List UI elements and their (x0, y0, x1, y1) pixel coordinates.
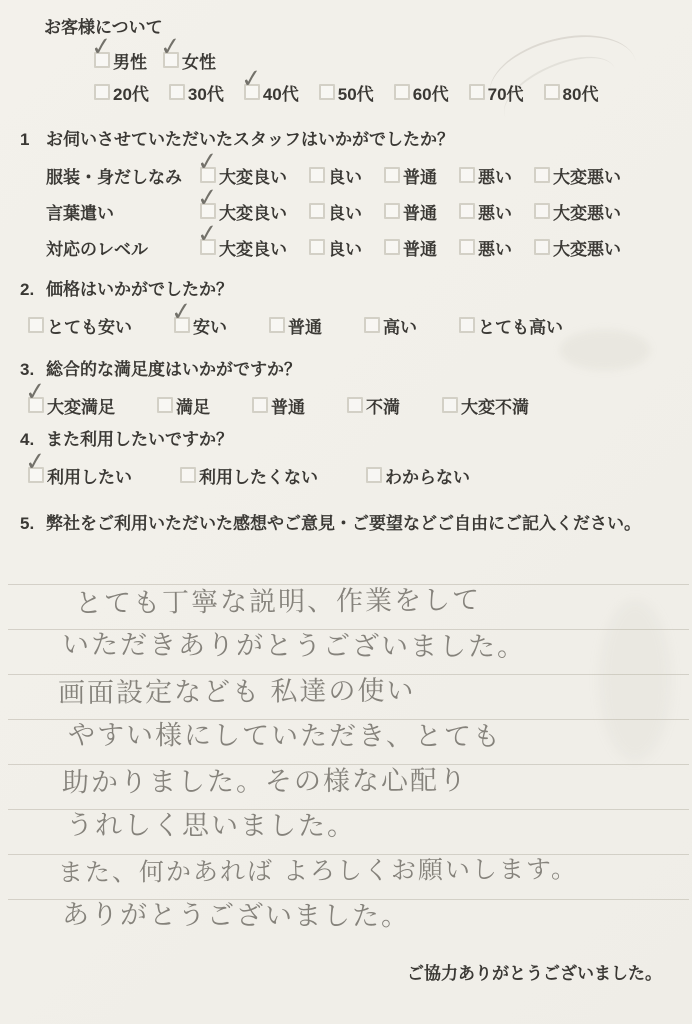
handwritten-comment (8, 579, 689, 939)
question-text: 弊社をご利用いただいた感想やご意見・ご要望などご自由にご記入ください。 (46, 514, 641, 533)
option-label: 良い (328, 239, 362, 259)
checkmark-icon: ✓ (23, 446, 48, 477)
option-label: 良い (328, 203, 362, 223)
checkbox[interactable] (169, 84, 185, 100)
checkmark-icon: ✓ (195, 146, 220, 177)
checkbox-option[interactable] (23, 376, 115, 418)
question-3-options (23, 376, 692, 418)
handwritten-line: また、何かあれば よろしくお願いします。 (57, 855, 579, 888)
option-label: 利用したい (47, 467, 132, 487)
question-2-heading (0, 278, 692, 302)
gender-options-row (89, 31, 692, 72)
option-label: 安い (193, 317, 227, 337)
rating-row-appearance (46, 146, 692, 188)
option-label: 60代 (412, 84, 449, 104)
option-label: 良い (328, 167, 362, 187)
question-5-heading (0, 512, 692, 536)
checkbox-option-male[interactable] (89, 31, 147, 73)
rating-row-label: 服装・身だしなみ (46, 167, 182, 187)
checkbox-option[interactable] (534, 235, 621, 260)
question-number: 3. (20, 360, 35, 379)
checkbox[interactable] (94, 84, 110, 100)
checkbox[interactable] (544, 84, 560, 100)
option-label: 不満 (366, 397, 400, 417)
checkbox[interactable] (534, 239, 550, 255)
checkbox[interactable] (384, 203, 400, 219)
option-label: 50代 (337, 84, 374, 104)
checkbox[interactable] (366, 467, 382, 483)
option-label: 大変良い (219, 167, 287, 187)
checkbox-option-age-20s[interactable] (94, 80, 149, 105)
handwritten-line: ありがとうございました。 (61, 899, 411, 932)
checkbox[interactable] (252, 397, 268, 413)
handwritten-line: 画面設定なども 私達の使い (57, 675, 416, 709)
checkbox[interactable] (534, 203, 550, 219)
checkbox[interactable] (28, 317, 44, 333)
thanks-message: ご協力ありがとうございました。 (407, 964, 662, 983)
option-label: 悪い (478, 167, 512, 187)
checkmark-icon: ✓ (239, 63, 264, 94)
handwritten-line: うれしく思いました。 (65, 810, 357, 842)
option-label: 80代 (562, 84, 599, 104)
checkbox-option[interactable] (459, 235, 512, 260)
checkbox-option[interactable] (23, 446, 132, 488)
rating-row-label: 言葉遣い (46, 203, 114, 223)
option-label: 20代 (113, 84, 149, 104)
checkmark-icon: ✓ (89, 31, 114, 62)
checkmark-icon: ✓ (195, 182, 220, 213)
handwritten-line: 助かりました。その様な心配り (61, 765, 469, 798)
question-3-heading (0, 358, 692, 382)
option-label: 悪い (478, 239, 512, 259)
handwritten-line: やすい様にしていただき、とても (67, 720, 502, 752)
checkbox-option-age-30s[interactable] (169, 80, 224, 105)
checkbox[interactable] (534, 167, 550, 183)
option-label: 大変良い (219, 239, 287, 259)
question-4-options (23, 446, 692, 488)
checkbox-option[interactable] (309, 199, 362, 224)
checkbox-option[interactable] (347, 393, 400, 418)
checkbox-option[interactable] (252, 393, 305, 418)
checkbox-option[interactable] (169, 296, 227, 338)
checkbox-option-age-50s[interactable] (319, 80, 374, 105)
checkbox-option-age-80s[interactable] (544, 80, 599, 105)
question-number: 4. (20, 430, 35, 449)
option-label: 70代 (487, 84, 524, 104)
age-options-row (94, 63, 692, 104)
option-label: 大変悪い (553, 239, 621, 259)
checkbox-option[interactable] (366, 463, 470, 488)
checkbox[interactable] (157, 397, 173, 413)
question-1-heading (0, 128, 692, 152)
checkbox[interactable] (309, 239, 325, 255)
checkmark-icon: ✓ (169, 296, 194, 327)
checkbox[interactable] (442, 397, 458, 413)
checkbox-option[interactable] (459, 199, 512, 224)
checkbox[interactable] (459, 317, 475, 333)
checkbox-option[interactable] (442, 393, 529, 418)
checkbox-option[interactable] (269, 313, 322, 338)
option-label: わからない (385, 467, 470, 487)
option-label: 普通 (403, 203, 437, 223)
checkbox-option[interactable] (28, 313, 132, 338)
option-label: 大変満足 (47, 397, 115, 417)
option-label: 普通 (271, 397, 305, 417)
option-label: とても高い (478, 317, 563, 337)
option-label: 利用したくない (199, 467, 318, 487)
option-label: 普通 (403, 239, 437, 259)
checkbox-option[interactable] (384, 163, 437, 188)
checkbox[interactable] (384, 239, 400, 255)
question-number: 1 (20, 130, 30, 149)
handwritten-line: とても丁寧な説明、作業をして (74, 584, 482, 619)
option-label: 普通 (403, 167, 437, 187)
comment-input-area[interactable] (8, 551, 689, 951)
checkbox[interactable] (309, 167, 325, 183)
option-label: 女性 (182, 52, 216, 72)
checkbox-option-age-70s[interactable] (469, 80, 524, 105)
checkbox-option-age-60s[interactable] (394, 80, 449, 105)
checkbox[interactable] (309, 203, 325, 219)
rating-row-service-level (46, 218, 692, 260)
option-label: 大変良い (219, 203, 287, 223)
checkbox-option[interactable] (309, 235, 362, 260)
rating-row-speech (46, 182, 692, 224)
checkbox-option[interactable] (534, 163, 621, 188)
option-label: 40代 (262, 84, 299, 104)
option-label: 満足 (176, 397, 210, 417)
option-label: とても安い (47, 317, 132, 337)
question-number: 2. (20, 280, 35, 299)
checkbox[interactable] (319, 84, 335, 100)
option-label: 高い (383, 317, 417, 337)
checkmark-icon: ✓ (23, 376, 48, 407)
option-label: 悪い (478, 203, 512, 223)
rating-row-label: 対応のレベル (46, 239, 148, 259)
checkbox-option[interactable] (459, 313, 563, 338)
checkbox[interactable] (459, 239, 475, 255)
option-label: 普通 (288, 317, 322, 337)
question-2-options (28, 296, 692, 338)
checkbox[interactable] (384, 167, 400, 183)
checkmark-icon: ✓ (195, 218, 220, 249)
checkbox[interactable] (459, 167, 475, 183)
checkbox-option[interactable] (364, 313, 417, 338)
option-label: 大変悪い (553, 203, 621, 223)
checkbox-option[interactable] (384, 235, 437, 260)
option-label: 男性 (113, 52, 147, 72)
checkbox-option[interactable] (309, 163, 362, 188)
checkbox[interactable] (347, 397, 363, 413)
question-text: また利用したいですか？ (46, 430, 233, 449)
checkbox-option[interactable] (459, 163, 512, 188)
checkbox-option-age-40s[interactable] (239, 63, 299, 105)
checkbox-option[interactable] (180, 463, 318, 488)
question-4-heading (0, 428, 692, 452)
checkbox-option[interactable] (157, 393, 210, 418)
checkbox[interactable] (180, 467, 196, 483)
option-label: 大変不満 (461, 397, 529, 417)
question-text: 価格はいかがでしたか？ (46, 280, 233, 299)
checkmark-icon: ✓ (158, 31, 183, 62)
option-label: 30代 (187, 84, 224, 104)
checkbox-option[interactable] (195, 218, 287, 260)
checkbox[interactable] (459, 203, 475, 219)
checkbox[interactable] (469, 84, 485, 100)
question-text: 総合的な満足度はいかがですか？ (46, 360, 301, 379)
option-label: 大変悪い (553, 167, 621, 187)
question-number: 5. (20, 514, 35, 533)
handwritten-line: いただきありがとうございました。 (61, 629, 527, 662)
checkbox-option[interactable] (534, 199, 621, 224)
checkbox-option[interactable] (384, 199, 437, 224)
checkbox[interactable] (269, 317, 285, 333)
question-text: お伺いさせていただいたスタッフはいかがでしたか？ (46, 130, 454, 149)
checkbox-option-female[interactable] (158, 31, 216, 73)
customer-section-title: お客様について (44, 18, 163, 37)
checkbox[interactable] (394, 84, 410, 100)
checkbox[interactable] (364, 317, 380, 333)
